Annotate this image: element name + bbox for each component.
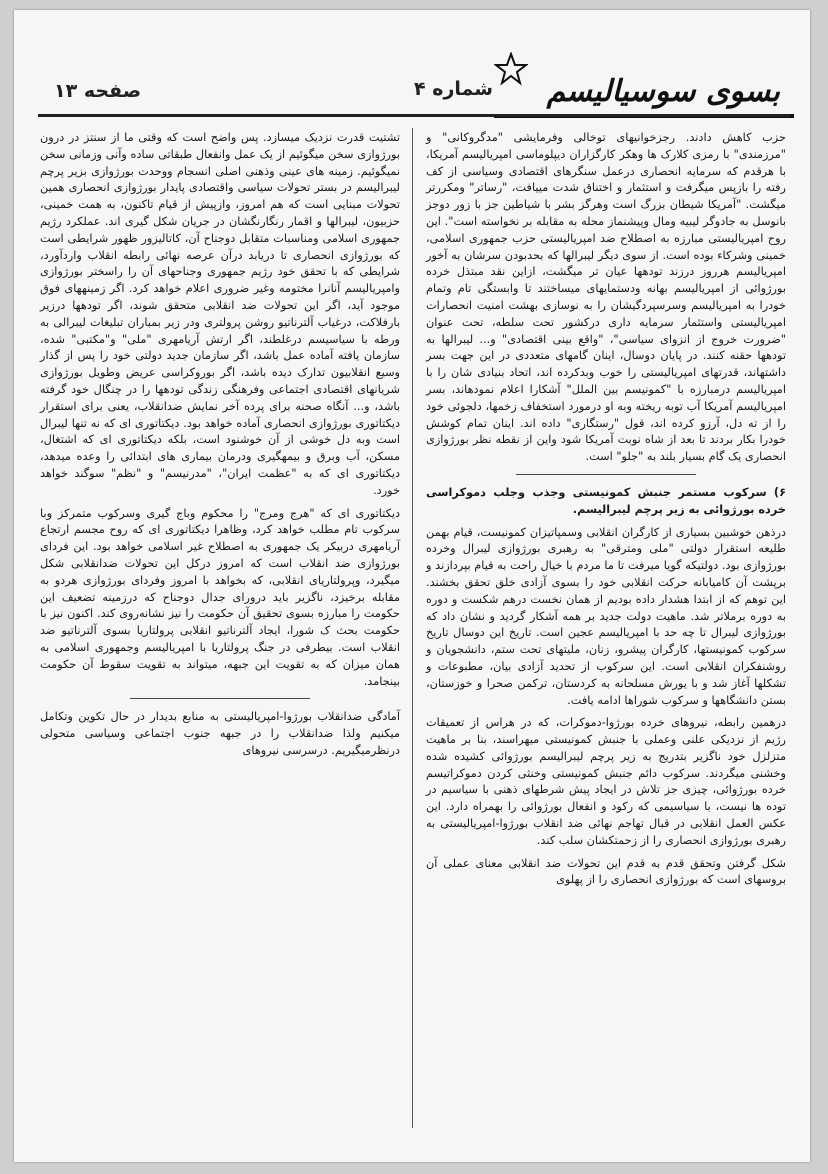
masthead-title: بسوی سوسیالیسم: [546, 74, 780, 109]
left-column: [40, 130, 400, 766]
section-separator: [130, 698, 310, 699]
paragraph: حزب کاهش دادند. رجزخوانیهای توخالی وفرمایشی "مدگروکانی" و "مرزمندی" با رمزی کلارک ها وهکر کارگزاران دیپلوماسی امپریالیسم آمریکا، با هرقدم که سرمایه انحصاری درعمل سنگرهای اقتصادی وسیاسی از کف رفته را بازپس میگرفت و استثمار و اختناق شدت مییافت، "رساتر" ومکررتر میگشت. "آمریکا شیطان بزرگ است وهرگز بشر با شیاطین جز با زور دوجز بانوسل به جادوگر لیبیه ومال وپیشنماز محله به مقابله بر نخواسته است". این روح امپریالیستی مبارزه به اصطلاح ضد امپریالیستی حزب جمهوری اسلامی، خمینی وشرکاء بوده است. از سوی دیگر لیبرالها که بحدبودن سرشان به آخور امپریالیسم هرروز درزند تودهها عیان تر میگشت، ازاین نقد مبتذل خرده بورژوائی از امپریالیسم بهانه ودستمایهای میساختند تا وابستگی تام وتمام خودرا به امپریالیسم وسرسپردگیشان را به نوسازی بهشت امنیت انحصارات امپریالیستی واستثمار سرمایه داری درکشور تحت سلطه، تحت عنوان "ضرورت خروج از انزوای سیاسی"، "واقع بینی اقتصادی" و... لیبرالها به تودهها حقنه کنند. در پایان دوسال، اینان گامهای متعددی در این جهت بسر داشتهاند، قدرتهای امپریالیستی را خوب وبدکرده اند، اتحاد بنیادی شان را با امپریالیسم درمبارزه با "کمونیسم بین الملل" آشکارا اعلام نمودهاند، بسر امپریالیسم آمریکا آب توبه ریخته وبه او درمورد استخفاف زخمها، دلجوئی خود را از ته دل، آرزو کرده اند، قول "رستگاری" داده اند. اینان تمام کوشش خودرا بکار بردند تا بعد از شاه نوبت آمریکا شود واین از نقطه نظر بورژوازی انحصاری یک گام بسیار بلند به "جلو" است.: [426, 131, 786, 464]
paragraph: شکل گرفتن وتحقق قدم به قدم این تحولات ضد انقلابی معنای عملی آن بروسهای است که بورژوازی انحصاری را از پهلوی: [426, 856, 786, 887]
page-header: [54, 40, 784, 110]
column-divider: [412, 128, 413, 1128]
right-column: [426, 130, 786, 895]
section-heading: ۶) سرکوب مستمر جنبش کمونیستی وجذب وجلب دموکراسی خرده بورژوائی به زیر پرچم لیبرالیسم.: [426, 485, 786, 516]
header-rule: [38, 114, 790, 117]
paragraph: دیکتاتوری ای که "هرج ومرج" را محکوم وباج گیری وسرکوب متمرکز وبا سرکوب تام مطلب خواهد کرد، وظاهرا دیکتاتوری ای که روح مجسم ارتجاع آریامهری دربیکر یک جمهوری به اصطلاح غیر اسلامی خواهد بود. این فردای بورژوازی ضد انقلاب است که امروز درکل این تحولات ضدانقلابی شکل میگیرد، وپرولتاریای انقلابی، که بخواهد با امروز وفردای بورژوازی هردو به مقابله برخیزد، ناگزیر باید درورای جدال دوجناح که درزمینه تضعیف این حکومت را مبارزه بسوی تحقیق آن حکومت را نیز نشانه‌روی کند. اکنون نیز با حکومت بحث ک شورا، ایجاد آلترناتیو انقلابی پرولتاریا بسوی آلترناتیو ضد انقلاب است. بیطرفی در جنگ پرولتاریا با امپریالیسم وجمهوری اسلامی به همان میزان که به تقویت این جبهه، میتواند به تقویت سقوط آن حکومت بینجامد.: [40, 506, 400, 688]
page-number: صفحه ۱۳: [54, 80, 142, 102]
paragraph: تشتیت قدرت نزدیک میسازد. پس واضح است که وقتی ما از سنتز در درون بورژوازی سخن میگوئیم از یک عمل وانفعال طبقاتی ساده وآنی وزمانی سخن نمیگوئیم. زمینه های عینی وذهنی اصلی انسجام ووحدت بورژوازی بزیر پرچم لیبرالیسم در بستر تحولات سیاسی واقتصادی پایدار بورژوازی انحصاری همین تحولات مبنایی است که هم امروز، وازپیش از قیام تاکنون، به همت خمینی، حزبیون، لیبرالها و اقمار رنگارنگشان در جریان شکل گیری اند. عملکرد رژیم جمهوری اسلامی ومناسبات متقابل دوجناح آن، کاتالیزور ظهور شرایطی است که بورژوازی انحصاری تا دریابد درآن عرصه نهائی رابطه انقلاب واردآورد، شرایطی که با تحقق خود رژیم جمهوری وجناحهای آن را راسختر بورژوازی وامپریالیسم آنانرا مختومه وغیر ضروری اعلام خواهد کرد. اگر زمینههای فوق موجود آید، اگر این تحولات ضد انقلابی متحقق شوند، اگر تودهها درزیر بارفلاکت، درغیاب آلترناتیو روشن پرولتری ودر زیر بمباران تبلیغات لیبرالی به ورطه با سیاسیسم درغلطند، اگر ارتش آریامهری "ملی" و"مکتبی" شده، سازمان یافته آماده عمل باشد، اگر سازمان جدید دولتی خود را پس از گذار وسیع انقلابیون تدارک دیده باشد، اگر بوروکراسی عریض وطویل بورژوازی شریانهای اقتصادی اجتماعی وفرهنگی زندگی تودهها را در چنگال خود گرفته باشد، و... آنگاه صحنه برای پرده آخر نمایش ضدانقلاب، یعنی برای استقرار دیکتاتوری بورژوازی انحصاری آماده خواهد بود. دیکتاتوری ای که نه تنها لیبرال است وبه دل خوشی از آن خوشنود است، بلکه دیکتاتوری ای که اشتغال، مسکن، آب وبرق و بیمهگیری ودرمان بیماری های ابتدائی را وعده میدهد، دیکتاتوری ای که به "عظمت ایران"، "مدرنیسم" و "نظم" سوگند خواهد خورد.: [40, 131, 400, 497]
paragraph: آمادگی ضدانقلاب بورژوا-امپریالیستی به منابع بدیدار در حال تکوین وتکامل میکنیم ولذا ضدانقلاب را در جبهه جنوب اجتماعی وسیاسی متحولی درنظرمیگیریم. درسرسی نیروهای: [40, 710, 400, 757]
paragraph: درذهن خوشبین بسیاری از کارگران انقلابی وسمپاتیزان کمونیست، قیام بهمن طلیعه استقرار دولتی "ملی ومترقی" به رهبری بورژوازی لیبرال وخرده بورژوازی بود. دولتیکه گویا میرفت تا ما مردم با خیال راحت به قیام بپردازند و برپشت آن کامیابانه حرکت انقلابی خود را بسوی آزادی خلق تحقق بخشند. این توهم که از ابتدا هشدار داده بودیم از همان نخست درهم شکست و دوره به دوره برملاتر شد. ماهیت دولت جدید بر همه آشکار گردید و نشان داد که بورژوازی لیبرال تا چه حد با امپریالیسم عجین است. تاریخ این دوسال تاریخ سرکوب کمونیستها، کارگران پیشرو، زنان، ملیتهای تحت ستم، دانشجویان و روشنفکران انقلابی است. این سرکوب از تحدید آزادی بیان، مطبوعات و تشکلها آغاز شد و با یورش مسلحانه به کردستان، ترکمن صحرا و خوزستان، بستن دانشگاهها و سرکوب شوراها ادامه یافت.: [426, 525, 786, 707]
issue-number: شماره ۴: [414, 78, 493, 100]
section-separator: [516, 474, 696, 475]
star-icon: [494, 52, 528, 86]
masthead: [494, 68, 794, 118]
document-page: [14, 10, 810, 1162]
paragraph: درهمین رابطه، نیروهای خرده بورژوا-دموکرات، که در هراس از تعمیقات رژیم از نزدیکی علنی وعملی با جنبش کمونیستی میهراسند، بنا بر ماهیت متزلزل خود ناگزیر بتدریج به زیر پرچم لیبرالیسم بورژوائی کشیده شده وخشنی میگردند. سرکوب دائم جنبش کمونیستی وخنثی کردن دموکراتیسم خرده بورژوائی، چیزی جز تلاش در ایجاد پیش شرطهای ذهنی با سیاسیم در توده ها نیست، با سیاسیمی که رکود و انفعال بورژوائی را بهمراه دارد. این عکس العمل انقلابی در قبال تهاجم نهائی ضد انقلاب بورژوا-امپریالیستی به رهبری بورژوازی انحصاری را از زحمتکشان سلب کند.: [426, 716, 786, 847]
